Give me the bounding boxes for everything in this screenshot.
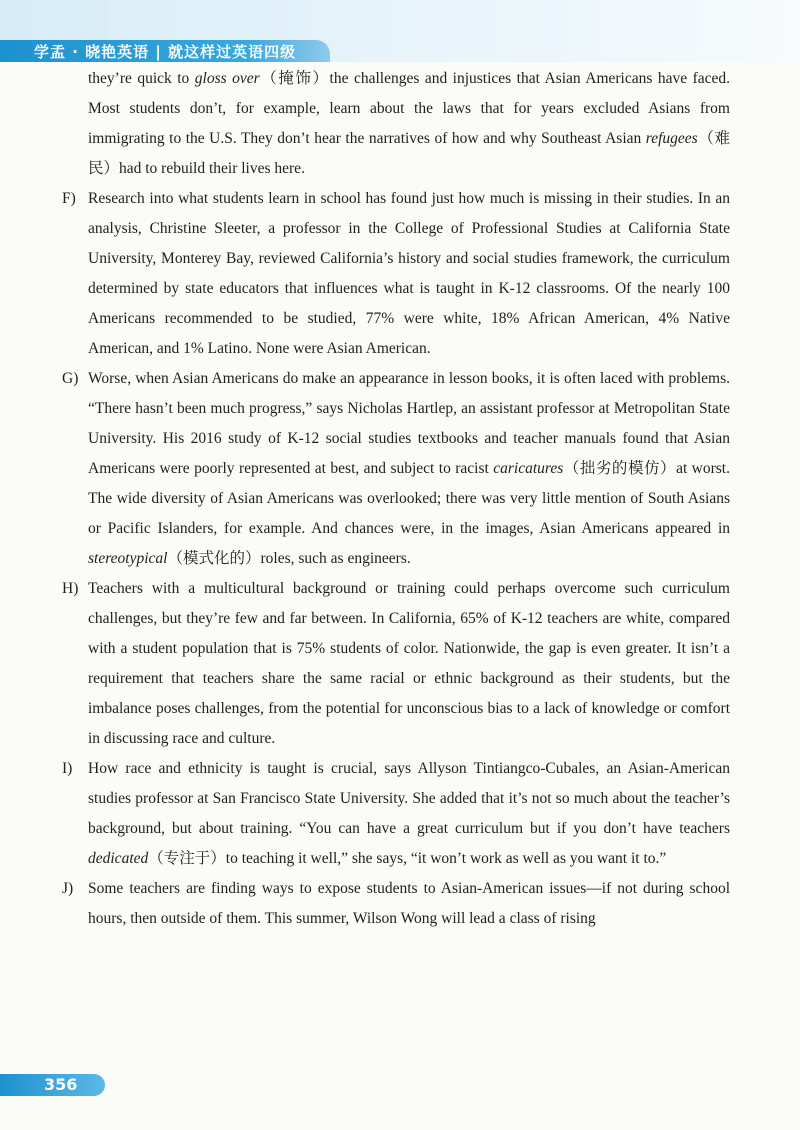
paragraph-label: I) [62,760,73,777]
paragraph-text: Worse, when Asian Americans do make an appearance in lesson books, it is often laced with problems. “There hasn’t been much progress,” says Nicholas Hartlep, an assistant professor at Metropolitan State University. His 2016 study of K-12 social studies textbooks and teacher manuals found that Asian Americans were poorly represented at best, and subject to racist caricatures（拙劣的模仿）at worst. The wide diversity of Asian Americans was overlooked; there was very little mention of South Asians or Pacific Islanders, for example. And chances were, in the images, Asian Americans appeared in stereotypical（模式化的）roles, such as engineers. [88,370,730,567]
paragraph-label: G) [62,370,79,387]
paragraph-f [62,184,730,364]
paragraph-h [62,574,730,754]
vocab-term: dedicated [88,850,149,867]
paragraph-text: How race and ethnicity is taught is crucial, says Allyson Tintiangco-Cubales, an Asian-American studies professor at San Francisco State University. She added that it’s not so much about the teacher’s background, but about training. “You can have a great curriculum but if you don’t have teachers dedicated（专注于）to teaching it well,” she says, “it won’t work as well as you want it to.” [88,760,730,867]
paragraph-label: H) [62,580,79,597]
paragraph-i [62,754,730,874]
vocab-term: caricatures [493,460,564,477]
paragraph-text: they’re quick to gloss over（掩饰）the challenges and injustices that Asian Americans have faced. Most students don’t, for example, learn about the laws that for years excluded Asians from immigrating to the U.S. They don’t hear the narratives of how and why Southeast Asian refugees（难民）had to rebuild their lives here. [88,70,730,177]
paragraph-label: J) [62,880,74,897]
article-body [0,64,800,934]
paragraph-e-continued [62,64,730,184]
paragraph-label: F) [62,190,76,207]
page-number: 356 [44,1075,78,1094]
paragraph-text: Some teachers are finding ways to expose students to Asian-American issues—if not during school hours, then outside of them. This summer, Wilson Wong will lead a class of rising [88,880,730,927]
paragraph-text: Research into what students learn in school has found just how much is missing in their studies. In an analysis, Christine Sleeter, a professor in the College of Professional Studies at California State University, Monterey Bay, reviewed California’s history and social studies framework, the curriculum determined by state educators that influences what is taught in K-12 classrooms. Of the nearly 100 Americans recommended to be studied, 77% were white, 18% African American, 4% Native American, and 1% Latino. None were Asian American. [88,190,730,357]
vocab-term: gloss over [194,70,260,87]
paragraph-g [62,364,730,574]
vocab-term: refugees [645,130,698,147]
paragraph-text: Teachers with a multicultural background or training could perhaps overcome such curriculum challenges, but they’re few and far between. In California, 65% of K-12 teachers are white, compared with a student population that is 75% students of color. Nationwide, the gap is even greater. It isn’t a requirement that teachers share the same racial or ethnic background as their students, but the imbalance poses challenges, from the potential for unconscious bias to a lack of knowledge or comfort in discussing race and culture. [88,580,730,747]
paragraph-j [62,874,730,934]
page-header-title: 学孟 · 晓艳英语 | 就这样过英语四级 [34,43,297,61]
vocab-term: stereotypical [88,550,168,567]
